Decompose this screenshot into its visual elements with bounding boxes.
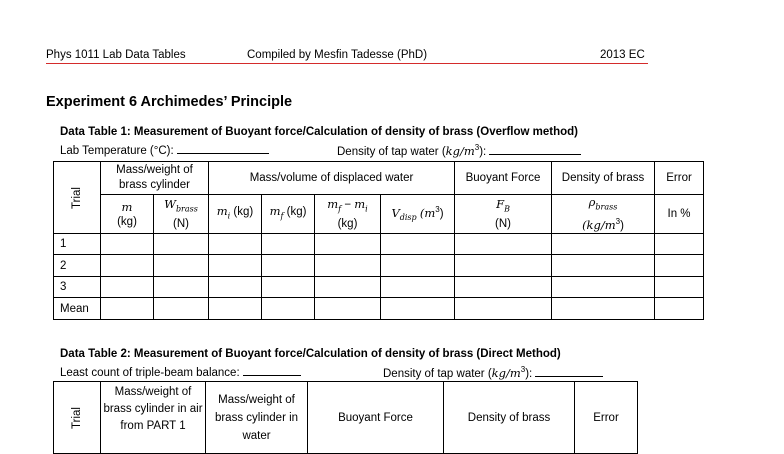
trial-header: Trial	[54, 162, 101, 234]
experiment-title: Experiment 6 Archimedes’ Principle	[46, 94, 293, 110]
data-cell[interactable]	[655, 277, 704, 298]
table1-density-water: Density of tap water $(kg/m^3)$:	[337, 143, 581, 158]
buoyant-header: Buoyant Force	[455, 162, 552, 195]
data-cell[interactable]	[262, 277, 315, 298]
table-row	[54, 277, 704, 298]
data-cell[interactable]	[455, 277, 552, 298]
row-label: 2	[54, 255, 101, 277]
data-cell[interactable]	[381, 255, 455, 277]
density-water-blank[interactable]	[489, 144, 581, 155]
data-cell[interactable]	[315, 277, 381, 298]
data-cell[interactable]	[154, 277, 209, 298]
rho-sub-header: $\rho_{brass}$ $(kg/m^3)$	[552, 195, 655, 234]
fb-sub-header: $F_B$ (N)	[455, 195, 552, 234]
data-cell[interactable]	[262, 234, 315, 255]
header-compiler: Compiled by Mesfin Tadesse (PhD)	[247, 49, 428, 61]
data-cell[interactable]	[262, 298, 315, 320]
density-header: Density of brass	[552, 162, 655, 195]
row-label: 1	[54, 234, 101, 255]
error-header: Error	[655, 162, 704, 195]
table2-caption: Data Table 2: Measurement of Buoyant force/Calculation of density of brass (Direct Method)	[60, 348, 561, 360]
data-cell[interactable]	[455, 298, 552, 320]
lab-temp-label: Lab Temperature (°C):	[60, 145, 174, 157]
data-cell[interactable]	[655, 298, 704, 320]
least-count-blank[interactable]	[243, 365, 301, 376]
table-row	[54, 298, 704, 320]
data-cell[interactable]	[209, 277, 262, 298]
data-cell[interactable]	[262, 255, 315, 277]
data-cell[interactable]	[101, 298, 154, 320]
table-row	[54, 255, 704, 277]
lab-temp-blank[interactable]	[177, 143, 269, 154]
data-table-1	[53, 161, 704, 320]
mass-water-header: Mass/weight of brass cylinder in water	[206, 382, 308, 454]
mi-sub-header: $m_i$ (kg)	[209, 195, 262, 234]
mf-sub-header: $m_f$ (kg)	[262, 195, 315, 234]
mass-volume-header: Mass/volume of displaced water	[209, 162, 455, 195]
buoyant-header-2: Buoyant Force	[308, 382, 444, 454]
data-cell[interactable]	[315, 298, 381, 320]
table2-density-water: Density of tap water $(kg/m^3)$:	[383, 365, 603, 380]
vdisp-sub-header: $V_{disp}$ $(m^3)$	[381, 195, 455, 234]
data-cell[interactable]	[209, 298, 262, 320]
weight-sub-header: $W_{brass}$ (N)	[154, 195, 209, 234]
data-cell[interactable]	[315, 255, 381, 277]
data-cell[interactable]	[101, 234, 154, 255]
least-count-label: Least count of triple-beam balance:	[60, 367, 240, 379]
mass-sub-header: m (kg)	[101, 195, 154, 234]
data-cell[interactable]	[552, 277, 655, 298]
data-cell[interactable]	[455, 234, 552, 255]
table1-caption: Data Table 1: Measurement of Buoyant force/Calculation of density of brass (Overflow method)	[60, 126, 579, 138]
row-label: 3	[54, 277, 101, 298]
trial-header-2: Trial	[54, 382, 101, 454]
error-header-2: Error	[575, 382, 638, 454]
error-unit-sub-header: In %	[655, 195, 704, 234]
data-table-2	[53, 381, 638, 454]
density-label: Density of tap water (	[337, 145, 446, 158]
data-cell[interactable]	[552, 298, 655, 320]
data-cell[interactable]	[101, 255, 154, 277]
data-cell[interactable]	[455, 255, 552, 277]
data-cell[interactable]	[315, 234, 381, 255]
data-cell[interactable]	[209, 255, 262, 277]
density-label-2: Density of tap water (	[383, 367, 492, 380]
table1-lab-temp	[60, 143, 269, 157]
data-cell[interactable]	[154, 255, 209, 277]
data-cell[interactable]	[154, 298, 209, 320]
density-water-blank-2[interactable]	[535, 366, 603, 377]
data-cell[interactable]	[381, 234, 455, 255]
header-course: Phys 1011 Lab Data Tables	[46, 49, 186, 61]
data-cell[interactable]	[154, 234, 209, 255]
data-cell[interactable]	[381, 298, 455, 320]
mass-diff-sub-header: $m_f - m_i$ (kg)	[315, 195, 381, 234]
mass-air-header: Mass/weight of brass cylinder in air from PART 1	[101, 382, 206, 454]
mass-weight-header: Mass/weight of brass cylinder	[101, 162, 209, 195]
table-row	[54, 234, 704, 255]
data-cell[interactable]	[101, 277, 154, 298]
table2-least-count	[60, 365, 301, 379]
data-cell[interactable]	[381, 277, 455, 298]
data-cell[interactable]	[655, 255, 704, 277]
density-unit: kg/m	[445, 143, 475, 158]
row-label: Mean	[54, 298, 101, 320]
data-cell[interactable]	[655, 234, 704, 255]
header-year: 2013 EC	[600, 49, 645, 61]
header-underline	[46, 63, 648, 64]
data-cell[interactable]	[209, 234, 262, 255]
data-cell[interactable]	[552, 255, 655, 277]
data-cell[interactable]	[552, 234, 655, 255]
density-header-2: Density of brass	[444, 382, 575, 454]
